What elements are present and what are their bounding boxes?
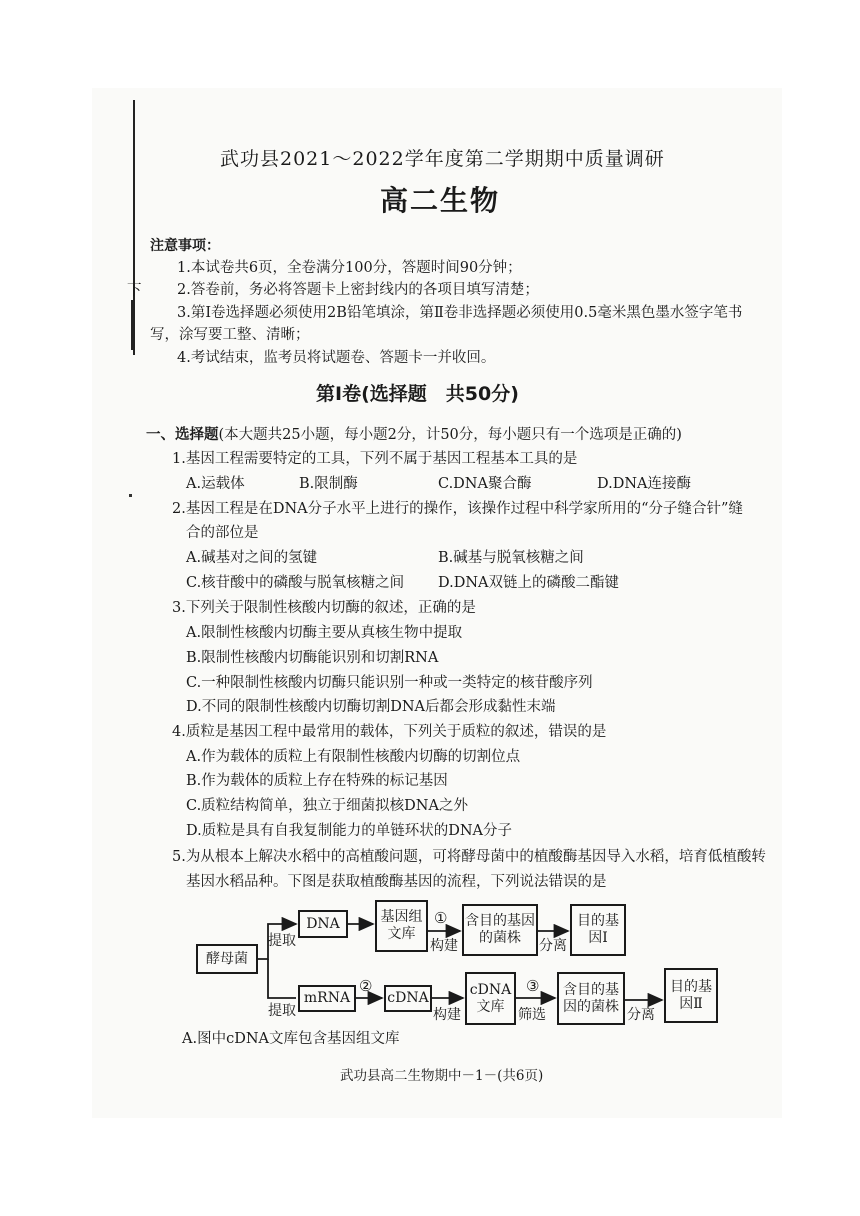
q1-stem: 1.基因工程需要特定的工具，下列不属于基因工程基本工具的是 (172, 451, 578, 467)
q5-option-a: A.图中cDNA文库包含基因组文库 (182, 1031, 400, 1047)
flow-cdna-box: cDNA (384, 985, 432, 1012)
q2-stem: 2.基因工程是在DNA分子水平上进行的操作，该操作过程中科学家所用的“分子缝合针”缝 (172, 501, 743, 517)
note-4: 4.考试结束，监考员将试题卷、答题卡一并收回。 (177, 350, 496, 366)
q2-option-d: D.DNA双链上的磷酸二酯键 (438, 575, 620, 591)
q3-option-a: A.限制性核酸内切酶主要从真核生物中提取 (186, 625, 463, 641)
flow-strain-top-box: 含目的基因的菌株 (462, 904, 538, 956)
q3-stem: 3.下列关于限制性核酸内切酶的叙述，正确的是 (172, 600, 476, 616)
flow-label-separate-bottom: 分离 (627, 1007, 655, 1023)
flow-label-circle-3: ③ (526, 977, 540, 995)
q2-stem-cont: 合的部位是 (186, 525, 259, 541)
notes-heading: 注意事项： (150, 238, 220, 254)
q1-option-c: C.DNA聚合酶 (438, 476, 532, 492)
flow-label-separate-top: 分离 (539, 938, 567, 954)
subject-title: 高二生物 (380, 184, 501, 217)
note-2: 2.答卷前，务必将答题卡上密封线内的各项目填写清楚； (177, 282, 539, 298)
flow-dna-box: DNA (298, 910, 348, 938)
flow-label-extract-top: 提取 (268, 933, 296, 949)
q1-option-b: B.限制酶 (299, 476, 358, 492)
note-3: 3.第Ⅰ卷选择题必须使用2B铅笔填涂，第Ⅱ卷非选择题必须使用0.5毫米黑色墨水签字笔书 (177, 305, 743, 321)
flow-label-construct-top: 构建 (430, 938, 458, 954)
q2-option-c: C.核苷酸中的磷酸与脱氧核糖之间 (186, 575, 405, 591)
page-footer: 武功县高二生物期中－1－(共6页) (340, 1068, 544, 1084)
flow-label-screen: 筛选 (518, 1007, 546, 1023)
binding-mark: 下 (127, 283, 142, 299)
flow-mrna-box: mRNA (298, 985, 356, 1012)
q4-option-a: A.作为载体的质粒上有限制性核酸内切酶的切割位点 (186, 749, 521, 765)
q5-stem-cont: 基因水稻品种。下图是获取植酸酶基因的流程，下列说法错误的是 (186, 874, 607, 890)
q4-option-b: B.作为载体的质粒上存在特殊的标记基因 (186, 773, 448, 789)
exam-title: 武功县2021～2022学年度第二学期期中质量调研 (220, 148, 665, 170)
q1-option-d: D.DNA连接酶 (597, 476, 692, 492)
flow-label-construct-bottom: 构建 (433, 1007, 461, 1023)
q1-option-a: A.运载体 (186, 476, 245, 492)
q2-option-b: B.碱基与脱氧核糖之间 (438, 550, 584, 566)
q5-stem: 5.为从根本上解决水稻中的高植酸问题，可将酵母菌中的植酸酶基因导入水稻，培育低植酸转 (172, 849, 766, 865)
q4-option-d: D.质粒是具有自我复制能力的单链环状的DNA分子 (186, 823, 513, 839)
q4-option-c: C.质粒结构简单，独立于细菌拟核DNA之外 (186, 798, 468, 814)
q3-option-b: B.限制性核酸内切酶能识别和切割RNA (186, 650, 439, 666)
flow-label-extract-bottom: 提取 (268, 1003, 296, 1019)
note-3-cont: 写，涂写要工整、清晰； (150, 327, 310, 343)
flow-gene-top-box: 目的基因Ⅰ (570, 904, 626, 956)
q3-option-c: C.一种限制性核酸内切酶只能识别一种或一类特定的核苷酸序列 (186, 675, 593, 691)
section-instruction: 一、选择题(本大题共25小题，每小题2分，计50分，每小题只有一个选项是正确的) (146, 427, 682, 443)
flow-label-circle-2: ② (359, 977, 373, 995)
q2-option-a: A.碱基对之间的氢键 (186, 550, 318, 566)
q4-stem: 4.质粒是基因工程中最常用的载体，下列关于质粒的叙述，错误的是 (172, 724, 607, 740)
flow-strain-bottom-box: 含目的基因的菌株 (557, 972, 625, 1025)
note-1: 1.本试卷共6页，全卷满分100分，答题时间90分钟； (177, 260, 522, 276)
flow-cdna-library-box: cDNA文库 (465, 972, 516, 1025)
flow-yeast-box: 酵母菌 (196, 944, 258, 974)
section-title: 第Ⅰ卷(选择题 共50分) (316, 383, 519, 405)
flow-gene-bottom-box: 目的基因Ⅱ (664, 968, 718, 1023)
flow-label-circle-1: ① (434, 909, 448, 927)
q3-option-d: D.不同的限制性核酸内切酶切割DNA后都会形成黏性末端 (186, 699, 556, 715)
flow-genomic-library-box: 基因组文库 (375, 900, 428, 952)
